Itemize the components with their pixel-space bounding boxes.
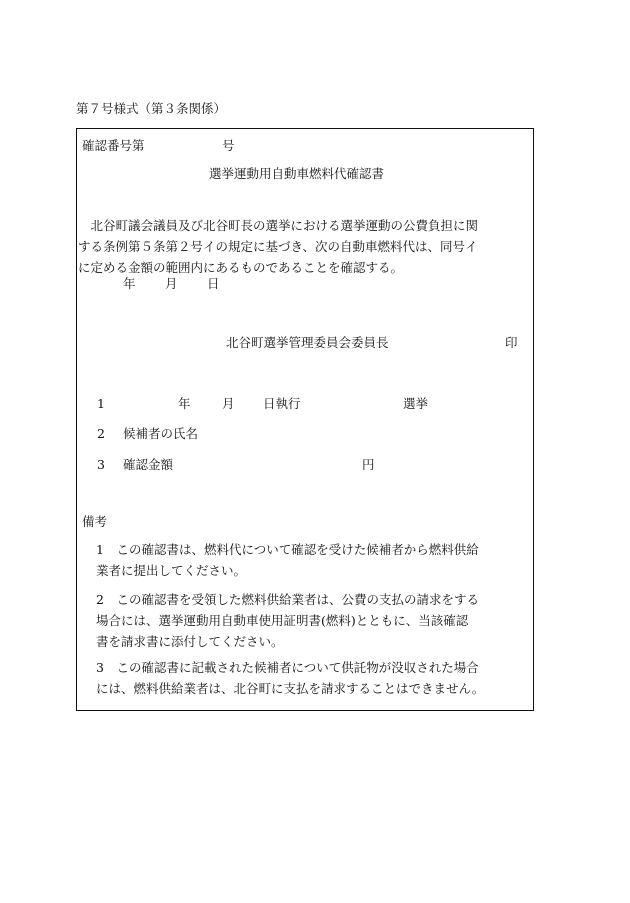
amount-unit: 円 xyxy=(362,457,375,472)
remark-line: には、燃料供給業者は、北谷町に支払を請求することはできません。 xyxy=(96,681,485,696)
remarks-title: 備考 xyxy=(82,514,108,529)
remark-number: 2 xyxy=(96,592,104,607)
remark-item xyxy=(96,539,479,581)
remark-number: 1 xyxy=(96,542,104,557)
body-line: に定める金額の範囲内にあるものであることを確認する。 xyxy=(78,260,404,275)
election-year: 年 xyxy=(178,396,191,411)
candidate-name-label: 候補者の氏名 xyxy=(123,426,199,441)
body-line: 北谷町議会議員及び北谷町長の選挙における選挙運動の公費負担に関 xyxy=(78,218,479,233)
election-day-executed: 日執行 xyxy=(263,396,301,411)
date-year: 年 xyxy=(123,276,136,291)
date-month: 月 xyxy=(165,276,178,291)
election-month: 月 xyxy=(222,396,235,411)
remark-item xyxy=(96,589,479,652)
confirmation-number-prefix: 確認番号第 xyxy=(82,138,145,153)
date-day: 日 xyxy=(207,276,220,291)
remark-line: この確認書を受領した燃料供給業者は、公費の支払の請求をする xyxy=(116,592,479,607)
body-line: する条例第５条第２号イの規定に基づき、次の自動車燃料代は、同号イ xyxy=(78,239,478,254)
remark-item xyxy=(96,657,484,699)
election-label: 選挙 xyxy=(403,396,429,411)
item-number: 1 xyxy=(97,396,105,411)
remark-line: 業者に提出してください。 xyxy=(96,563,247,578)
confirmation-form xyxy=(76,128,534,711)
document-title: 選挙運動用自動車燃料代確認書 xyxy=(209,166,385,181)
body-text xyxy=(78,215,478,278)
issuer-title: 北谷町選挙管理委員会委員長 xyxy=(226,335,389,350)
remark-line: この確認書に記載された候補者について供託物が没収された場合 xyxy=(116,660,479,675)
seal-mark: 印 xyxy=(505,335,518,350)
remark-line: 場合には、選挙運動用自動車使用証明書(燃料)とともに、当該確認 xyxy=(96,613,469,628)
item-number: 3 xyxy=(97,457,105,472)
remark-line: この確認書は、燃料代について確認を受けた候補者から燃料供給 xyxy=(116,542,479,557)
item-number: 2 xyxy=(97,426,105,441)
remark-number: 3 xyxy=(96,660,104,675)
remark-line: 書を請求書に添付してください。 xyxy=(96,634,284,649)
confirmation-number-suffix: 号 xyxy=(222,138,235,153)
confirmed-amount-label: 確認金額 xyxy=(123,457,174,472)
form-header: 第７号様式（第３条関係） xyxy=(76,101,227,116)
